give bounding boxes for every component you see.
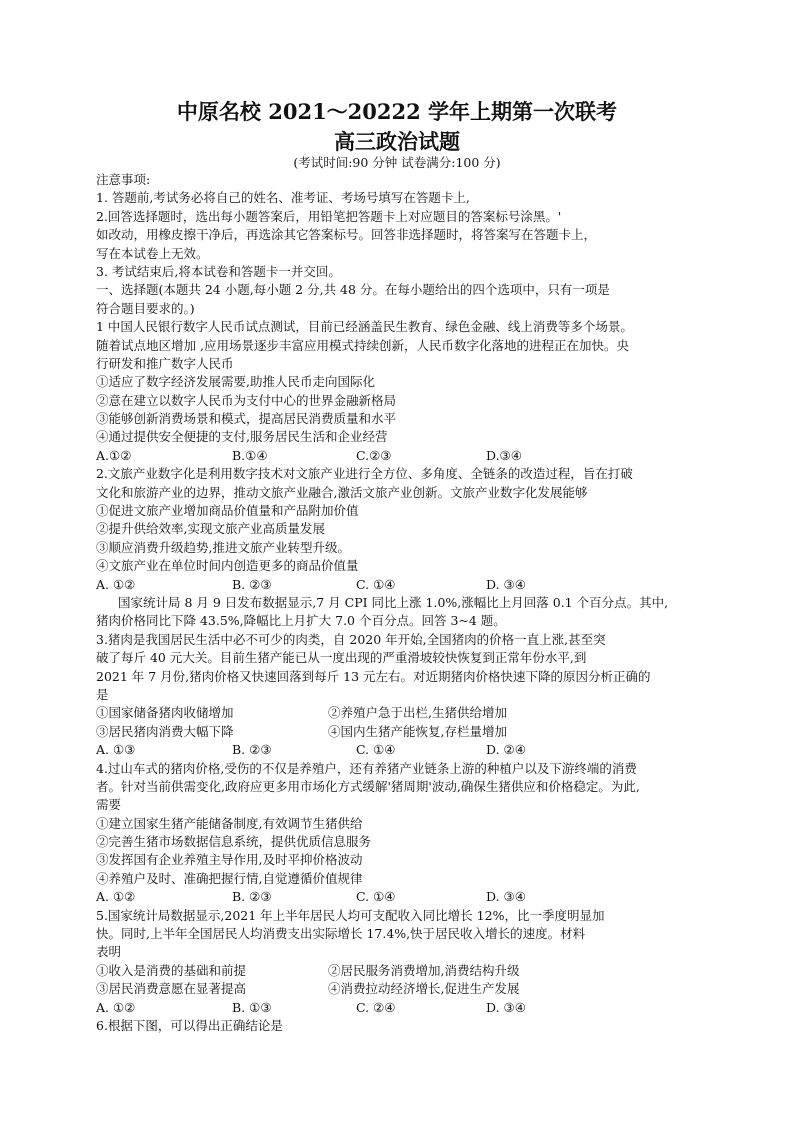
- question-5-options: [96, 999, 706, 1017]
- question-1-item: ①适应了数字经济发展需要,助推人民币走向国际化: [96, 374, 375, 390]
- question-3-items: [96, 704, 706, 722]
- question-6-stem: 6.根据下图，可以得出正确结论是: [96, 1017, 283, 1033]
- notice-line: 写在本试卷上无效。: [96, 245, 209, 261]
- notice-heading: 注意事项:: [96, 172, 151, 187]
- option-d: D. ③④: [486, 889, 526, 905]
- option-a: A. ①②: [96, 999, 136, 1015]
- notice-line: 1. 答题前,考试务必将自己的姓名、准考证、考场号填写在答题卡上,: [96, 190, 470, 206]
- question-4-stem: 者。针对当前供需变化,政府应更多用市场化方式缓解'猪周期'波动,确保生猪供应和价格稳定。为此,: [96, 778, 640, 794]
- notice-line: 2.回答选择题时，选出每小题答案后，用铅笔把答题卡上对应题目的答案标号涂黑。': [96, 208, 562, 224]
- question-4-stem: 4.过山车式的猪肉价格,受伤的不仅是养殖户，还有养猪产业链条上游的种植户以及下游终端的消费: [96, 760, 637, 776]
- question-3-item: ③居民猪肉消费大幅下降: [96, 723, 234, 739]
- question-5-items: [96, 980, 706, 998]
- question-3-stem: 3.猪肉是我国居民生活中必不可少的肉类，自 2020 年开始,全国猪肉的价格一直上涨,甚至突: [96, 631, 606, 647]
- option-a: A. ①③: [96, 742, 136, 758]
- question-4-item: ①建立国家生猪产能储备制度,有效调节生猪供给: [96, 815, 363, 831]
- option-d: D. ③④: [486, 576, 526, 592]
- question-4-item: ④养殖户及时、准确把握行情,自觉遵循价值规律: [96, 870, 363, 886]
- option-b: B. ①③: [232, 999, 272, 1015]
- material-text: 国家统计局 8 月 9 日发布数据显示,7 月 CPI 同比上涨 1.0%,涨幅比上月回落 0.1 个百分点。其中,: [118, 594, 669, 610]
- option-d: D. ②④: [486, 742, 526, 758]
- question-2-item: ③顺应消费升级趋势,推进文旅产业转型升级。: [96, 539, 350, 555]
- question-2-stem: 2.文旅产业数字化是利用数字技术对文旅产业进行全方位、多角度、全链条的改造过程，旨在打破: [96, 466, 633, 482]
- question-1-item: ②意在建立以数字人民币为支付中心的世界金融新格局: [96, 392, 397, 408]
- option-b: B. ②③: [232, 576, 272, 592]
- question-5-items: [96, 962, 706, 980]
- question-1-stem: 1 中国人民银行数字人民币试点测试，目前已经涵盖民生教育、绿色金融、线上消费等多个场景。: [96, 319, 633, 335]
- question-4-item: ③发挥国有企业养殖主导作用,及时平抑价格波动: [96, 852, 363, 868]
- question-5-stem: 快。同时,上半年全国居民人均消费支出实际增长 17.4%,快于居民收入增长的速度。材料: [96, 926, 586, 942]
- question-5-item: ①收入是消费的基础和前提: [96, 962, 247, 978]
- exam-info: (考试时间:90 分钟 试卷满分:100 分): [293, 155, 501, 170]
- option-a: A. ①②: [96, 889, 136, 905]
- option-d: D. ③④: [486, 999, 526, 1015]
- question-3-items: [96, 723, 706, 741]
- option-c: C.②③: [356, 447, 392, 463]
- question-2-item: ①促进文旅产业增加商品价值量和产品附加价值: [96, 503, 359, 519]
- question-1-stem: 随着试点地区增加 ,应用场景逐步丰富应用模式持续创新，人民币数字化落地的进程正在加快。央: [96, 337, 629, 353]
- question-2-item: ④文旅产业在单位时间内创造更多的商品价值量: [96, 558, 359, 574]
- section-heading: 一、选择题(本题共 24 小题,每小题 2 分,共 48 分。在每小题给出的四个选项中，只有一项是: [96, 282, 610, 298]
- question-3-item: ②养殖户急于出栏,生猪供给增加: [328, 705, 507, 721]
- question-3-stem: 破了每斤 40 元大关。目前生猪产能已从一度出现的严重滑坡较快恢复到正常年份水平,到: [96, 650, 587, 666]
- option-b: B. ②③: [232, 742, 272, 758]
- question-5-stem: 表明: [96, 944, 122, 960]
- option-a: A. ①②: [96, 576, 136, 592]
- question-4-options: [96, 888, 706, 906]
- question-5-item: ③居民消费意愿在显著提高: [96, 981, 247, 997]
- question-3-options: [96, 741, 706, 759]
- question-2-stem: 文化和旅游产业的边界，推动文旅产业融合,激活文旅产业创新。文旅产业数字化发展能够: [96, 484, 588, 500]
- notice-line: 3. 考试结束后,将本试卷和答题卡一并交回。: [96, 263, 341, 279]
- question-4-stem: 需要: [96, 797, 122, 813]
- notice-line: 如改动，用橡皮擦干净后，再选涂其它答案标号。回答非选择题时，将答案写在答题卡上，: [96, 227, 597, 243]
- option-b: B. ②③: [232, 889, 272, 905]
- option-b: B.①④: [232, 447, 268, 463]
- question-3-item: ④国内生猪产能恢复,存栏量增加: [328, 723, 507, 739]
- exam-title: 中原名校 2021～20222 学年上期第一次联考: [176, 99, 618, 124]
- option-c: C. ②④: [356, 999, 396, 1015]
- option-c: C. ①④: [356, 889, 396, 905]
- question-3-stem: 2021 年 7 月份,猪肉价格又快速回落到每斤 13 元左右。对近期猪肉价格快速下降的原因分析正确的: [96, 668, 651, 684]
- question-1-item: ④通过提供安全便捷的支付,服务居民生活和企业经营: [96, 429, 388, 445]
- exam-subtitle: 高三政治试题: [334, 129, 460, 154]
- question-2-item: ②提升供给效率,实现文旅产业高质量发展: [96, 521, 325, 537]
- question-1-stem: 行研发和推广数字人民币: [96, 355, 234, 371]
- question-1-item: ③能够创新消费场景和模式，提高居民消费质量和水平: [96, 411, 397, 427]
- question-2-options: [96, 576, 706, 594]
- question-3-item: ①国家储备猪肉收储增加: [96, 705, 234, 721]
- question-5-stem: 5.国家统计局数据显示,2021 年上半年居民人均可支配收入同比增长 12%，比一季度明显加: [96, 907, 605, 923]
- option-d: D.③④: [486, 447, 522, 463]
- question-5-item: ②居民服务消费增加,消费结构升级: [328, 962, 520, 978]
- question-1-options: [96, 447, 706, 465]
- option-c: C. ①④: [356, 742, 396, 758]
- question-5-item: ④消费拉动经济增长,促进生产发展: [328, 981, 520, 997]
- option-c: C. ①④: [356, 576, 396, 592]
- question-4-item: ②完善生猪市场数据信息系统，提供优质信息服务: [96, 834, 372, 850]
- material-text: 猪肉价格同比下降 43.5%,降幅比上月扩大 7.0 个百分点。回答 3~4 题。: [96, 613, 506, 629]
- option-a: A.①②: [96, 447, 132, 463]
- section-heading: 符合题目要求的。): [96, 300, 195, 316]
- exam-body: [96, 171, 706, 1035]
- question-3-stem: 是: [96, 686, 109, 702]
